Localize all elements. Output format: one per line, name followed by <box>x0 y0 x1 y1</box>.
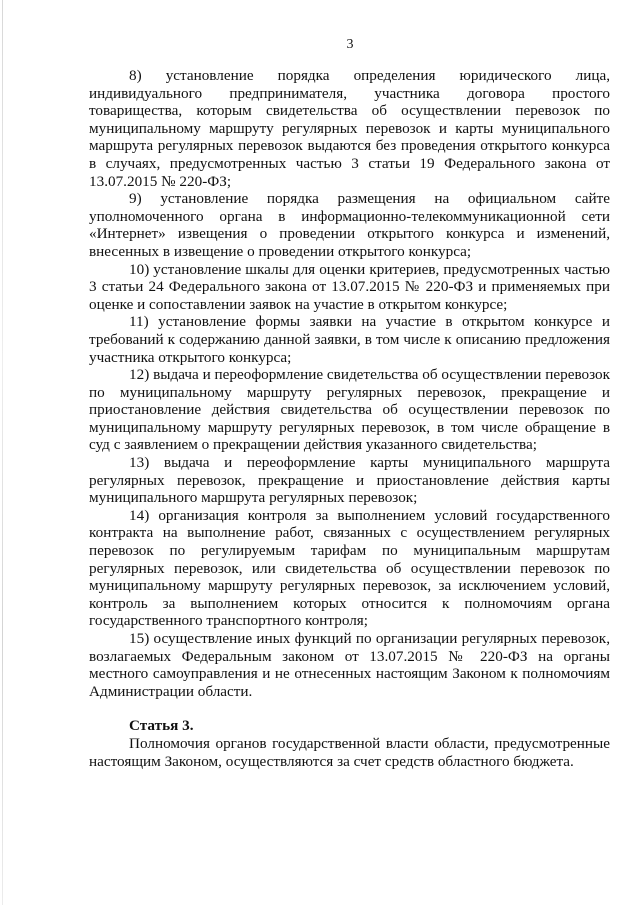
list-item-15: 15) осуществление иных функций по организации регулярных перевозок, возлагаемых Федеральным законом от 13.07.2015 № 220-ФЗ на органы местного самоуправления и не отнесенных настоящим Законом к полномочиям Администрации области. <box>89 630 610 700</box>
list-item-13: 13) выдача и переоформление карты муниципального маршрута регулярных перевозок, прекращение и приостановление действия карты муниципального маршрута регулярных перевозок; <box>89 454 610 507</box>
article-heading: Статья 3. <box>129 717 194 735</box>
list-item-9: 9) установление порядка размещения на официальном сайте уполномоченного органа в информационно-телекоммуникационной сети «Интернет» извещения о проведении открытого конкурса и изменений, внесенных в извещение о проведении открытого конкурса; <box>89 190 610 260</box>
document-body <box>89 67 610 770</box>
list-item-8: 8) установление порядка определения юридического лица, индивидуального предпринимателя, участника договора простого товарищества, которым свидетельства об осуществлении перевозок по муниципальному маршруту регулярных перевозок и карты муниципального маршрута регулярных перевозок выдаются без проведения открытого конкурса в случаях, предусмотренных частью 3 статьи 19 Федерального закона от 13.07.2015 № 220-ФЗ; <box>89 67 610 190</box>
list-item-10: 10) установление шкалы для оценки критериев, предусмотренных частью 3 статьи 24 Федерального закона от 13.07.2015 № 220-ФЗ и применяемых при оценке и сопоставлении заявок на участие в открытом конкурсе; <box>89 260 610 313</box>
scan-edge-line <box>2 0 3 905</box>
list-item-14: 14) организация контроля за выполнением условий государственного контракта на выполнение работ, связанных с осуществлением регулярных перевозок по регулируемым тарифам по муниципальным маршрутам регулярных перевозок, или свидетельства об осуществлении перевозок по муниципальному маршруту регулярных перевозок, за исключением условий, контроль за выполнением которых относится к полномочиям органа государственного транспортного контроля; <box>89 506 610 630</box>
article-text: Полномочия органов государственной власти области, предусмотренные настоящим Законом, осуществляются за счет средств областного бюджета. <box>89 734 610 770</box>
list-item-12: 12) выдача и переоформление свидетельства об осуществлении перевозок по муниципальному маршруту регулярных перевозок, прекращение и приостановление действия свидетельства об осуществлении перевозок по муниципальному маршруту регулярных перевозок, в том числе обращение в суд с заявлением о прекращении действия указанного свидетельства; <box>89 366 610 454</box>
list-item-11: 11) установление формы заявки на участие в открытом конкурсе и требований к содержанию данной заявки, в том числе к описанию предложения участника открытого конкурса; <box>89 313 610 366</box>
page-number: 3 <box>346 37 354 52</box>
